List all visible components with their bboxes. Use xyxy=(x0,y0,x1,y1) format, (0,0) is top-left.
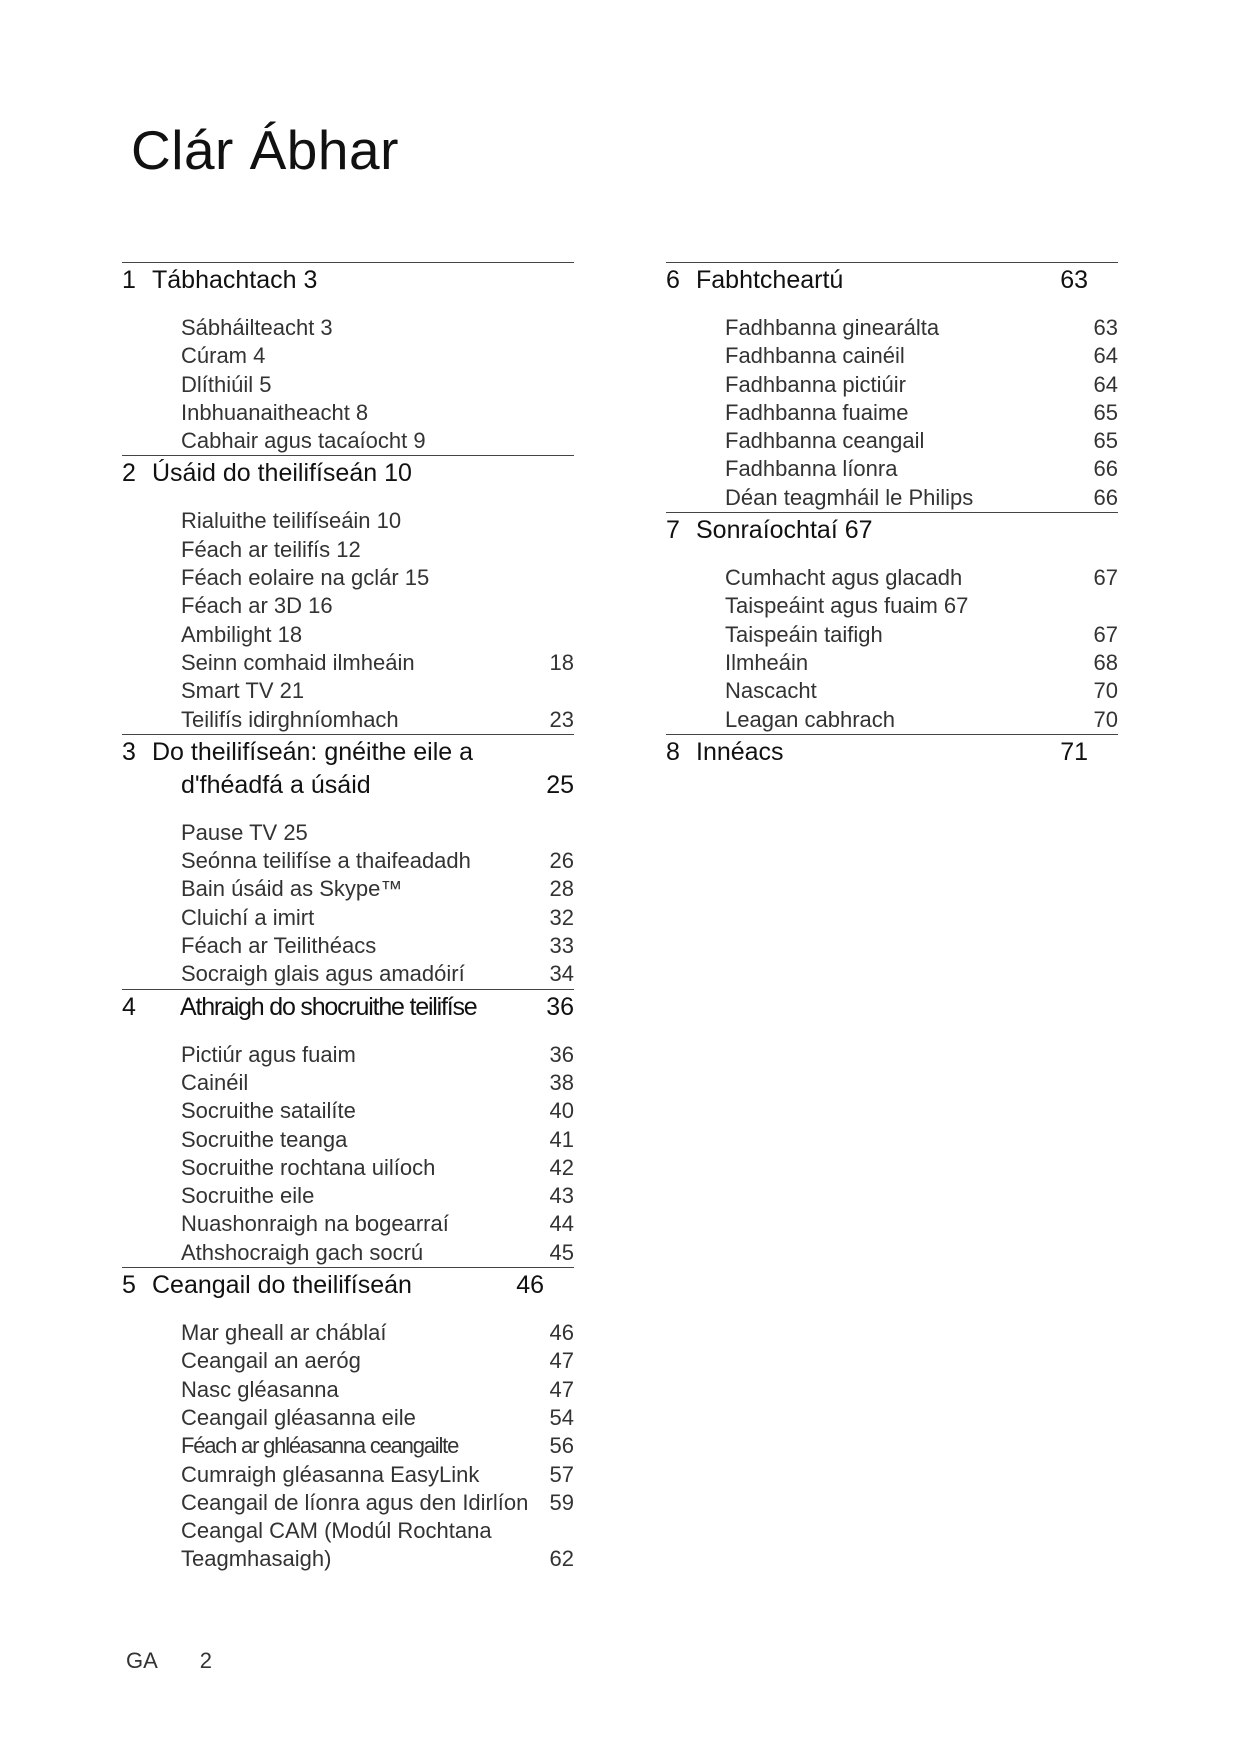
section-title-line2: d'fhéadfá a úsáid xyxy=(181,770,371,799)
entry-text: Smart TV 21 xyxy=(181,678,305,704)
toc-entry[interactable] xyxy=(181,1461,574,1489)
toc-entry[interactable] xyxy=(181,1210,574,1238)
entry-page: 68 xyxy=(1093,649,1118,675)
entry-text: Féach ar Teilithéacs xyxy=(181,933,377,959)
toc-entry[interactable] xyxy=(181,371,574,399)
entry-text: Taispeáint agus fuaim 67 xyxy=(725,593,969,619)
toc-entry[interactable] xyxy=(181,1126,574,1154)
section-page: 25 xyxy=(546,770,574,799)
toc-entry[interactable] xyxy=(181,1097,574,1125)
entry-text: Teagmhasaigh) xyxy=(181,1546,332,1572)
entry-page: 45 xyxy=(549,1239,574,1265)
toc-entry[interactable] xyxy=(181,1404,574,1432)
section-title: Sonraíochtaí 67 xyxy=(696,516,873,545)
entry-text: Nuashonraigh na bogearraí xyxy=(181,1211,449,1237)
entry-page: 36 xyxy=(549,1041,574,1067)
toc-entry[interactable] xyxy=(725,314,1118,342)
toc-entry[interactable] xyxy=(181,1319,574,1347)
entry-page: 33 xyxy=(549,933,574,959)
section-number: 2 xyxy=(122,459,136,488)
entry-page: 59 xyxy=(549,1489,574,1515)
toc-entry[interactable] xyxy=(725,677,1118,705)
entry-page: 18 xyxy=(549,649,574,675)
entry-page: 43 xyxy=(549,1183,574,1209)
section-heading[interactable] xyxy=(666,263,1118,296)
section-heading[interactable] xyxy=(122,1268,574,1301)
toc-entry[interactable] xyxy=(181,1041,574,1069)
toc-right-column xyxy=(666,262,1118,768)
toc-entry[interactable] xyxy=(725,427,1118,455)
entry-page: 64 xyxy=(1093,371,1118,397)
entry-text: Cainéil xyxy=(181,1069,249,1095)
entry-text: Ceangail gléasanna eile xyxy=(181,1404,416,1430)
entry-text: Socruithe rochtana uilíoch xyxy=(181,1154,436,1180)
entry-text: Socruithe teanga xyxy=(181,1126,348,1152)
entry-text: Taispeáin taifigh xyxy=(725,621,883,647)
section-number: 4 xyxy=(122,992,136,1021)
entry-text: Féach ar teilifís 12 xyxy=(181,536,361,562)
entry-page: 40 xyxy=(549,1098,574,1124)
entry-text: Fadhbanna cainéil xyxy=(725,343,905,369)
section-number-spacer xyxy=(122,770,181,801)
section-heading[interactable] xyxy=(122,990,574,1023)
toc-left-column xyxy=(122,262,574,1574)
section-title: Innéacs xyxy=(696,737,784,766)
entry-text: Rialuithe teilifíseáin 10 xyxy=(181,508,402,534)
entry-page: 65 xyxy=(1093,428,1118,454)
toc-entry[interactable] xyxy=(181,1376,574,1404)
toc-section xyxy=(122,262,574,455)
section-page: 63 xyxy=(1060,266,1088,294)
toc-entry[interactable] xyxy=(181,507,574,535)
entry-text: Cluichí a imirt xyxy=(181,904,315,930)
toc-entry[interactable] xyxy=(181,706,574,734)
toc-entry[interactable] xyxy=(181,847,574,875)
entry-text: Athshocraigh gach socrú xyxy=(181,1239,424,1265)
toc-section xyxy=(122,1267,574,1574)
entry-text: Pictiúr agus fuaim xyxy=(181,1041,356,1067)
entry-text: Leagan cabhrach xyxy=(725,706,896,732)
entry-page: 67 xyxy=(1093,565,1118,591)
entry-page: 70 xyxy=(1093,678,1118,704)
page-title: Clár Ábhar xyxy=(131,119,399,181)
entry-page: 32 xyxy=(549,904,574,930)
toc-entry[interactable] xyxy=(181,1432,574,1460)
section-number: 3 xyxy=(122,737,136,766)
entry-text: Nasc gléasanna xyxy=(181,1376,339,1402)
toc-entry[interactable] xyxy=(725,621,1118,649)
entry-text: Cumraigh gléasanna EasyLink xyxy=(181,1461,480,1487)
entry-text: Mar gheall ar cháblaí xyxy=(181,1320,387,1346)
entry-page: 65 xyxy=(1093,399,1118,425)
toc-entry[interactable] xyxy=(181,621,574,649)
entry-page: 44 xyxy=(549,1211,574,1237)
toc-entry[interactable] xyxy=(181,932,574,960)
entry-page: 63 xyxy=(1093,315,1118,340)
entry-page: 67 xyxy=(1093,621,1118,647)
toc-section xyxy=(666,734,1118,768)
toc-entry[interactable] xyxy=(725,342,1118,370)
section-page: 46 xyxy=(516,1271,544,1300)
toc-entry[interactable] xyxy=(181,875,574,903)
toc-entry[interactable] xyxy=(181,1347,574,1375)
toc-entry[interactable] xyxy=(181,1489,574,1517)
toc-entry[interactable] xyxy=(181,1517,574,1545)
entry-text: Ceangal CAM (Modúl Rochtana xyxy=(181,1518,492,1544)
entry-text: Sábháilteacht 3 xyxy=(181,315,333,340)
entry-page: 41 xyxy=(549,1126,574,1152)
section-heading[interactable] xyxy=(666,513,1118,546)
toc-section xyxy=(122,989,574,1267)
section-number: 8 xyxy=(666,737,680,766)
entry-text: Seinn comhaid ilmheáin xyxy=(181,649,415,675)
entry-text: Socruithe satailíte xyxy=(181,1098,356,1124)
entry-text: Fadhbanna líonra xyxy=(725,456,898,482)
toc-entry[interactable] xyxy=(181,427,574,455)
entry-text: Pause TV 25 xyxy=(181,819,308,845)
section-page: 71 xyxy=(1060,737,1088,766)
entry-text: Ambilight 18 xyxy=(181,621,303,647)
entry-page: 26 xyxy=(549,848,574,874)
toc-entry[interactable] xyxy=(181,960,574,988)
section-title: Fabhtcheartú xyxy=(696,266,844,294)
toc-entry[interactable] xyxy=(181,536,574,564)
entry-text: Féach ar 3D 16 xyxy=(181,593,333,619)
section-number: 7 xyxy=(666,516,680,545)
entry-text: Fadhbanna ceangail xyxy=(725,428,925,454)
section-title: Tábhachtach 3 xyxy=(152,266,318,294)
toc-entry[interactable] xyxy=(181,649,574,677)
toc-entry[interactable] xyxy=(181,904,574,932)
entry-text: Fadhbanna fuaime xyxy=(725,399,909,425)
entry-text: Ceangail an aeróg xyxy=(181,1348,361,1374)
entry-text: Fadhbanna ginearálta xyxy=(725,315,940,340)
section-heading[interactable] xyxy=(122,735,574,768)
entry-page: 23 xyxy=(549,706,574,732)
section-number: 1 xyxy=(122,266,136,294)
toc-entry[interactable] xyxy=(725,399,1118,427)
entry-page: 62 xyxy=(549,1546,574,1572)
entry-text: Socruithe eile xyxy=(181,1183,315,1209)
toc-entry[interactable] xyxy=(725,484,1118,512)
entry-text: Féach ar ghléasanna ceangailte xyxy=(181,1433,459,1459)
footer-page-number: 2 xyxy=(199,1648,213,1673)
toc-entry[interactable] xyxy=(181,399,574,427)
toc-section xyxy=(122,734,574,989)
entry-page: 46 xyxy=(549,1320,574,1346)
page-footer xyxy=(126,1648,212,1674)
entry-text: Déan teagmháil le Philips xyxy=(725,484,974,510)
section-number: 6 xyxy=(666,266,680,294)
entry-page: 56 xyxy=(549,1433,574,1459)
section-page: 36 xyxy=(546,992,574,1021)
section-title: Do theilifíseán: gnéithe eile a xyxy=(152,737,474,766)
toc-entry[interactable] xyxy=(181,342,574,370)
section-heading[interactable] xyxy=(122,263,574,296)
entry-text: Ceangail de líonra agus den Idirlíon xyxy=(181,1489,529,1515)
toc-entry[interactable] xyxy=(181,1545,574,1573)
entry-text: Socraigh glais agus amadóirí xyxy=(181,961,465,987)
entry-page: 54 xyxy=(549,1404,574,1430)
toc-entry[interactable] xyxy=(725,649,1118,677)
entry-text: Bain úsáid as Skype™ xyxy=(181,876,403,902)
toc-entry[interactable] xyxy=(725,455,1118,483)
toc-entry[interactable] xyxy=(181,1154,574,1182)
toc-entry[interactable] xyxy=(181,819,574,847)
toc-entry[interactable] xyxy=(181,314,574,342)
section-title: Ceangail do theilifíseán xyxy=(152,1271,412,1300)
entry-page: 47 xyxy=(549,1376,574,1402)
entry-page: 28 xyxy=(549,876,574,902)
toc-entry[interactable] xyxy=(181,677,574,705)
entry-text: Dlíthiúil 5 xyxy=(181,371,272,397)
entry-text: Cumhacht agus glacadh xyxy=(725,565,963,591)
entry-page: 57 xyxy=(549,1461,574,1487)
toc-entry[interactable] xyxy=(181,564,574,592)
entry-page: 66 xyxy=(1093,456,1118,482)
entry-text: Cúram 4 xyxy=(181,343,266,369)
toc-section xyxy=(666,512,1118,734)
entry-text: Nascacht xyxy=(725,678,817,704)
entry-page: 47 xyxy=(549,1348,574,1374)
section-heading[interactable] xyxy=(666,735,1118,768)
entry-page: 64 xyxy=(1093,343,1118,369)
toc-entry[interactable] xyxy=(181,592,574,620)
entry-page: 66 xyxy=(1093,484,1118,510)
section-heading[interactable] xyxy=(122,456,574,489)
toc-entry[interactable] xyxy=(181,1069,574,1097)
toc-entry[interactable] xyxy=(181,1239,574,1267)
entry-text: Cabhair agus tacaíocht 9 xyxy=(181,428,426,454)
entry-page: 34 xyxy=(549,961,574,987)
entry-text: Ilmheáin xyxy=(725,649,809,675)
toc-section xyxy=(122,455,574,733)
toc-entry[interactable] xyxy=(725,564,1118,592)
section-title: Athraigh do shocruithe teilifíse xyxy=(180,992,477,1021)
section-title: Úsáid do theilifíseán 10 xyxy=(152,459,412,488)
entry-page: 70 xyxy=(1093,706,1118,732)
toc-entry[interactable] xyxy=(181,1182,574,1210)
section-heading-continued[interactable] xyxy=(122,768,574,801)
entry-text: Teilifís idirghníomhach xyxy=(181,706,399,732)
toc-entry[interactable] xyxy=(725,706,1118,734)
toc-section xyxy=(666,262,1118,512)
toc-entry[interactable] xyxy=(725,371,1118,399)
toc-entry[interactable] xyxy=(725,592,1118,620)
entry-text: Fadhbanna pictiúir xyxy=(725,371,907,397)
entry-page: 42 xyxy=(549,1154,574,1180)
entry-text: Féach eolaire na gclár 15 xyxy=(181,565,430,591)
entry-text: Seónna teilifíse a thaifeadadh xyxy=(181,848,471,874)
footer-language: GA xyxy=(126,1648,158,1673)
entry-text: Inbhuanaitheacht 8 xyxy=(181,399,369,425)
entry-page: 38 xyxy=(549,1069,574,1095)
section-number: 5 xyxy=(122,1271,136,1300)
